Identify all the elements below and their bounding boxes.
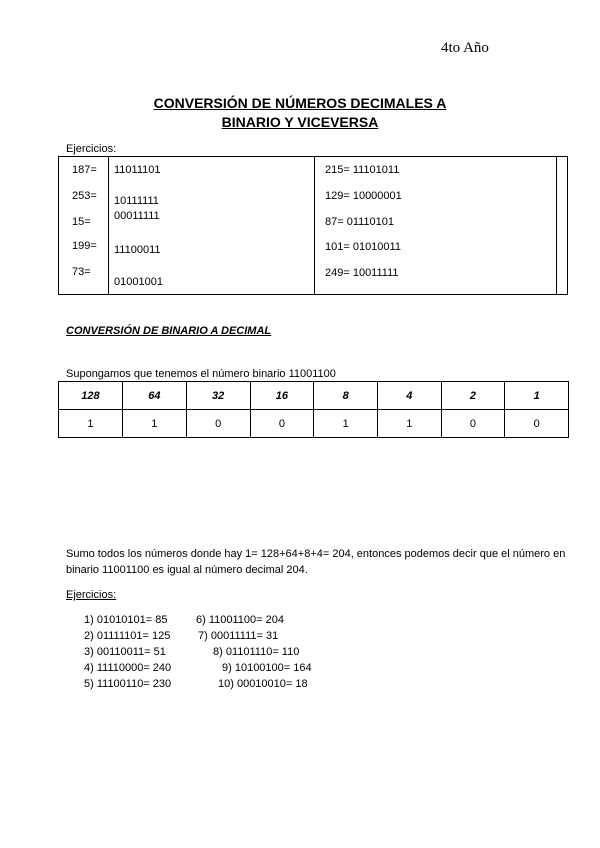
table-cell: 0 bbox=[505, 410, 569, 438]
exercise-item: 8) 01101110= 110 bbox=[213, 646, 300, 658]
table-cell: 1 bbox=[314, 410, 378, 438]
exercise-item: 6) 11001100= 204 bbox=[196, 614, 284, 626]
table-header-cell: 16 bbox=[250, 382, 314, 410]
exercises-label-1: Ejercicios: bbox=[66, 143, 117, 155]
conversion-result: 129= 10000001 bbox=[325, 190, 402, 202]
table-cell: 1 bbox=[377, 410, 441, 438]
conversion-result: 101= 01010011 bbox=[325, 241, 401, 253]
table-cell: 1 bbox=[122, 410, 186, 438]
binary-answer: 11011101 bbox=[114, 164, 161, 176]
exercise-item: 7) 00011111= 31 bbox=[198, 630, 279, 642]
table-cell: 0 bbox=[441, 410, 505, 438]
binary-answer: 11100011 bbox=[114, 244, 161, 256]
grade-label: 4to Año bbox=[441, 40, 489, 56]
decimal-binary-exercise-table bbox=[58, 156, 568, 295]
conversion-result: 215= 11101011 bbox=[325, 164, 400, 176]
binary-place-value-table bbox=[58, 381, 569, 438]
conversion-result: 87= 01110101 bbox=[325, 216, 395, 228]
decimal-value: 199= bbox=[72, 240, 97, 252]
binary-answer: 01001001 bbox=[114, 276, 163, 288]
table-header-cell: 4 bbox=[377, 382, 441, 410]
exercise-item: 1) 01010101= 85 bbox=[84, 614, 168, 626]
table-header-row bbox=[59, 382, 569, 410]
table-header-cell: 8 bbox=[314, 382, 378, 410]
decimal-value: 73= bbox=[72, 266, 91, 278]
table-row bbox=[59, 410, 569, 438]
column-divider bbox=[556, 157, 557, 294]
table-header-cell: 64 bbox=[122, 382, 186, 410]
column-divider bbox=[108, 157, 109, 294]
decimal-value: 253= bbox=[72, 190, 97, 202]
exercise-item: 3) 00110011= 51 bbox=[84, 646, 166, 658]
binary-intro-text: Supongamos que tenemos el número binario 11001100 bbox=[66, 368, 336, 380]
section-heading-binary-to-decimal: CONVERSIÓN DE BINARIO A DECIMAL bbox=[66, 325, 272, 337]
column-divider bbox=[314, 157, 315, 294]
page-title-line1: CONVERSIÓN DE NÚMEROS DECIMALES A bbox=[153, 95, 447, 111]
table-header-cell: 32 bbox=[186, 382, 250, 410]
exercise-item: 5) 11100110= 230 bbox=[84, 678, 172, 690]
exercise-item: 4) 11110000= 240 bbox=[84, 662, 172, 674]
decimal-value: 15= bbox=[72, 216, 91, 228]
table-header-cell: 1 bbox=[505, 382, 569, 410]
exercise-item: 2) 01111101= 125 bbox=[84, 630, 171, 642]
table-cell: 1 bbox=[59, 410, 123, 438]
explanation-paragraph: Sumo todos los números donde hay 1= 128+64+8+4= 204, entonces podemos decir que el número en binario 11001100 es igual al número decimal 204. bbox=[66, 548, 566, 576]
exercises-label-2: Ejercicios: bbox=[66, 589, 117, 601]
binary-answer: 00011111 bbox=[114, 210, 160, 222]
page-title-line2: BINARIO Y VICEVERSA bbox=[221, 114, 379, 130]
table-cell: 0 bbox=[186, 410, 250, 438]
conversion-result: 249= 10011111 bbox=[325, 267, 399, 279]
table-cell: 0 bbox=[250, 410, 314, 438]
binary-answer: 10111111 bbox=[114, 195, 159, 207]
table-header-cell: 128 bbox=[59, 382, 123, 410]
decimal-value: 187= bbox=[72, 164, 97, 176]
exercise-item: 10) 00010010= 18 bbox=[218, 678, 308, 690]
exercise-item: 9) 10100100= 164 bbox=[222, 662, 312, 674]
table-header-cell: 2 bbox=[441, 382, 505, 410]
